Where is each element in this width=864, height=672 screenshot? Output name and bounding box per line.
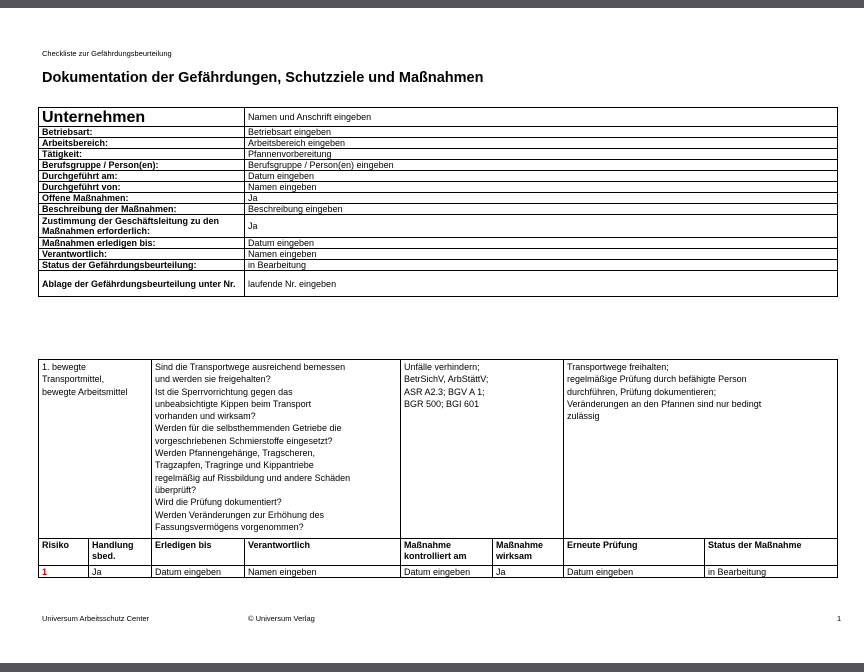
- info-value[interactable]: laufende Nr. eingeben: [245, 271, 838, 297]
- info-value[interactable]: in Bearbeitung: [245, 260, 838, 271]
- action-need-value[interactable]: Ja: [89, 566, 152, 578]
- info-key: Durchgeführt von:: [39, 182, 245, 193]
- info-value[interactable]: Betriebsart eingeben: [245, 127, 838, 138]
- header-effective: Maßnahme wirksam: [493, 539, 564, 566]
- info-key: Maßnahmen erledigen bis:: [39, 238, 245, 249]
- info-row: [39, 204, 838, 215]
- info-value[interactable]: Arbeitsbereich eingeben: [245, 138, 838, 149]
- info-key: Zustimmung der Geschäftsleitung zu den Maßnahmen erforderlich:: [39, 215, 245, 238]
- info-value[interactable]: Pfannenvorbereitung: [245, 149, 838, 160]
- header-status: Status der Maßnahme: [705, 539, 838, 566]
- footer-publisher: © Universum Verlag: [248, 614, 315, 623]
- info-value[interactable]: Datum eingeben: [245, 171, 838, 182]
- info-value[interactable]: Namen und Anschrift eingeben: [245, 108, 838, 127]
- info-key: Arbeitsbereich:: [39, 138, 245, 149]
- info-key: Beschreibung der Maßnahmen:: [39, 204, 245, 215]
- checked-value[interactable]: Datum eingeben: [401, 566, 493, 578]
- hazard-questions: Sind die Transportwege ausreichend bemessen und werden sie freigehalten? Ist die Sperrvorrichtung gegen das unbeabsichtigte Kippen beim Transport vorhanden und wirksam? Werden für die selbsthemmenden Getriebe die vorgeschriebenen Schmierstoffe eingesetzt? Werden Pfannengehänge, Tragscheren, Tragzapfen, Tragringe und Kippantriebe regelmäßig auf Rissbildung und andere Schäden überprüft? Wird die Prüfung dokumentiert? Werden Veränderungen zur Erhöhung des Fassungsvermögens vorgenommen?: [152, 360, 401, 539]
- info-row: [39, 215, 838, 238]
- info-key: Tätigkeit:: [39, 149, 245, 160]
- hazard-values-row: [39, 566, 838, 578]
- info-key: Verantwortlich:: [39, 249, 245, 260]
- header-responsible: Verantwortlich: [245, 539, 401, 566]
- recheck-value[interactable]: Datum eingeben: [564, 566, 705, 578]
- hazard-category: 1. bewegte Transportmittel, bewegte Arbeitsmittel: [39, 360, 152, 539]
- info-row: [39, 193, 838, 204]
- document-subtitle: Checkliste zur Gefährdungsbeurteilung: [42, 49, 172, 58]
- hazard-description-row: [39, 360, 838, 539]
- info-value[interactable]: Beschreibung eingeben: [245, 204, 838, 215]
- info-row-company: [39, 108, 838, 127]
- info-row: [39, 160, 838, 171]
- info-key: Ablage der Gefährdungsbeurteilung unter Nr.: [39, 271, 245, 297]
- info-value[interactable]: Ja: [245, 215, 838, 238]
- info-key: Betriebsart:: [39, 127, 245, 138]
- bottom-border-bar: [0, 663, 864, 672]
- hazard-column-headers: [39, 539, 838, 566]
- info-value[interactable]: Namen eingeben: [245, 249, 838, 260]
- info-key: Berufsgruppe / Person(en):: [39, 160, 245, 171]
- responsible-value[interactable]: Namen eingeben: [245, 566, 401, 578]
- info-row: [39, 260, 838, 271]
- info-key: Offene Maßnahmen:: [39, 193, 245, 204]
- info-row: [39, 182, 838, 193]
- header-risk: Risiko: [39, 539, 89, 566]
- measures: Transportwege freihalten; regelmäßige Prüfung durch befähigte Person durchführen, Prüfung dokumentieren; Veränderungen an den Pfannen sind nur bedingt zulässig: [564, 360, 838, 539]
- info-row: [39, 127, 838, 138]
- header-checked: Maßnahme kontrolliert am: [401, 539, 493, 566]
- info-value[interactable]: Ja: [245, 193, 838, 204]
- header-recheck: Erneute Prüfung: [564, 539, 705, 566]
- info-row: [39, 149, 838, 160]
- top-border-bar: [0, 0, 864, 8]
- footer-organization: Universum Arbeitsschutz Center: [42, 614, 150, 623]
- risk-value[interactable]: 1: [39, 566, 89, 578]
- info-key: Unternehmen: [39, 108, 245, 127]
- info-row: [39, 138, 838, 149]
- footer-page-number: 1: [837, 614, 842, 623]
- info-value[interactable]: Namen eingeben: [245, 182, 838, 193]
- info-value[interactable]: Datum eingeben: [245, 238, 838, 249]
- info-row: [39, 238, 838, 249]
- hazard-table: [38, 359, 838, 578]
- protection-goals: Unfälle verhindern; BetrSichV, ArbStättV; ASR A2.3; BGV A 1; BGR 500; BGI 601: [401, 360, 564, 539]
- info-row: [39, 249, 838, 260]
- info-row: [39, 271, 838, 297]
- document-title: Dokumentation der Gefährdungen, Schutzziele und Maßnahmen: [42, 70, 484, 86]
- due-value[interactable]: Datum eingeben: [152, 566, 245, 578]
- info-row: [39, 171, 838, 182]
- status-value[interactable]: in Bearbeitung: [705, 566, 838, 578]
- info-key: Status der Gefährdungsbeurteilung:: [39, 260, 245, 271]
- info-value[interactable]: Berufsgruppe / Person(en) eingeben: [245, 160, 838, 171]
- company-info-table: [38, 107, 838, 297]
- header-due: Erledigen bis: [152, 539, 245, 566]
- info-key: Durchgeführt am:: [39, 171, 245, 182]
- effective-value[interactable]: Ja: [493, 566, 564, 578]
- header-action-need: Handlung sbed.: [89, 539, 152, 566]
